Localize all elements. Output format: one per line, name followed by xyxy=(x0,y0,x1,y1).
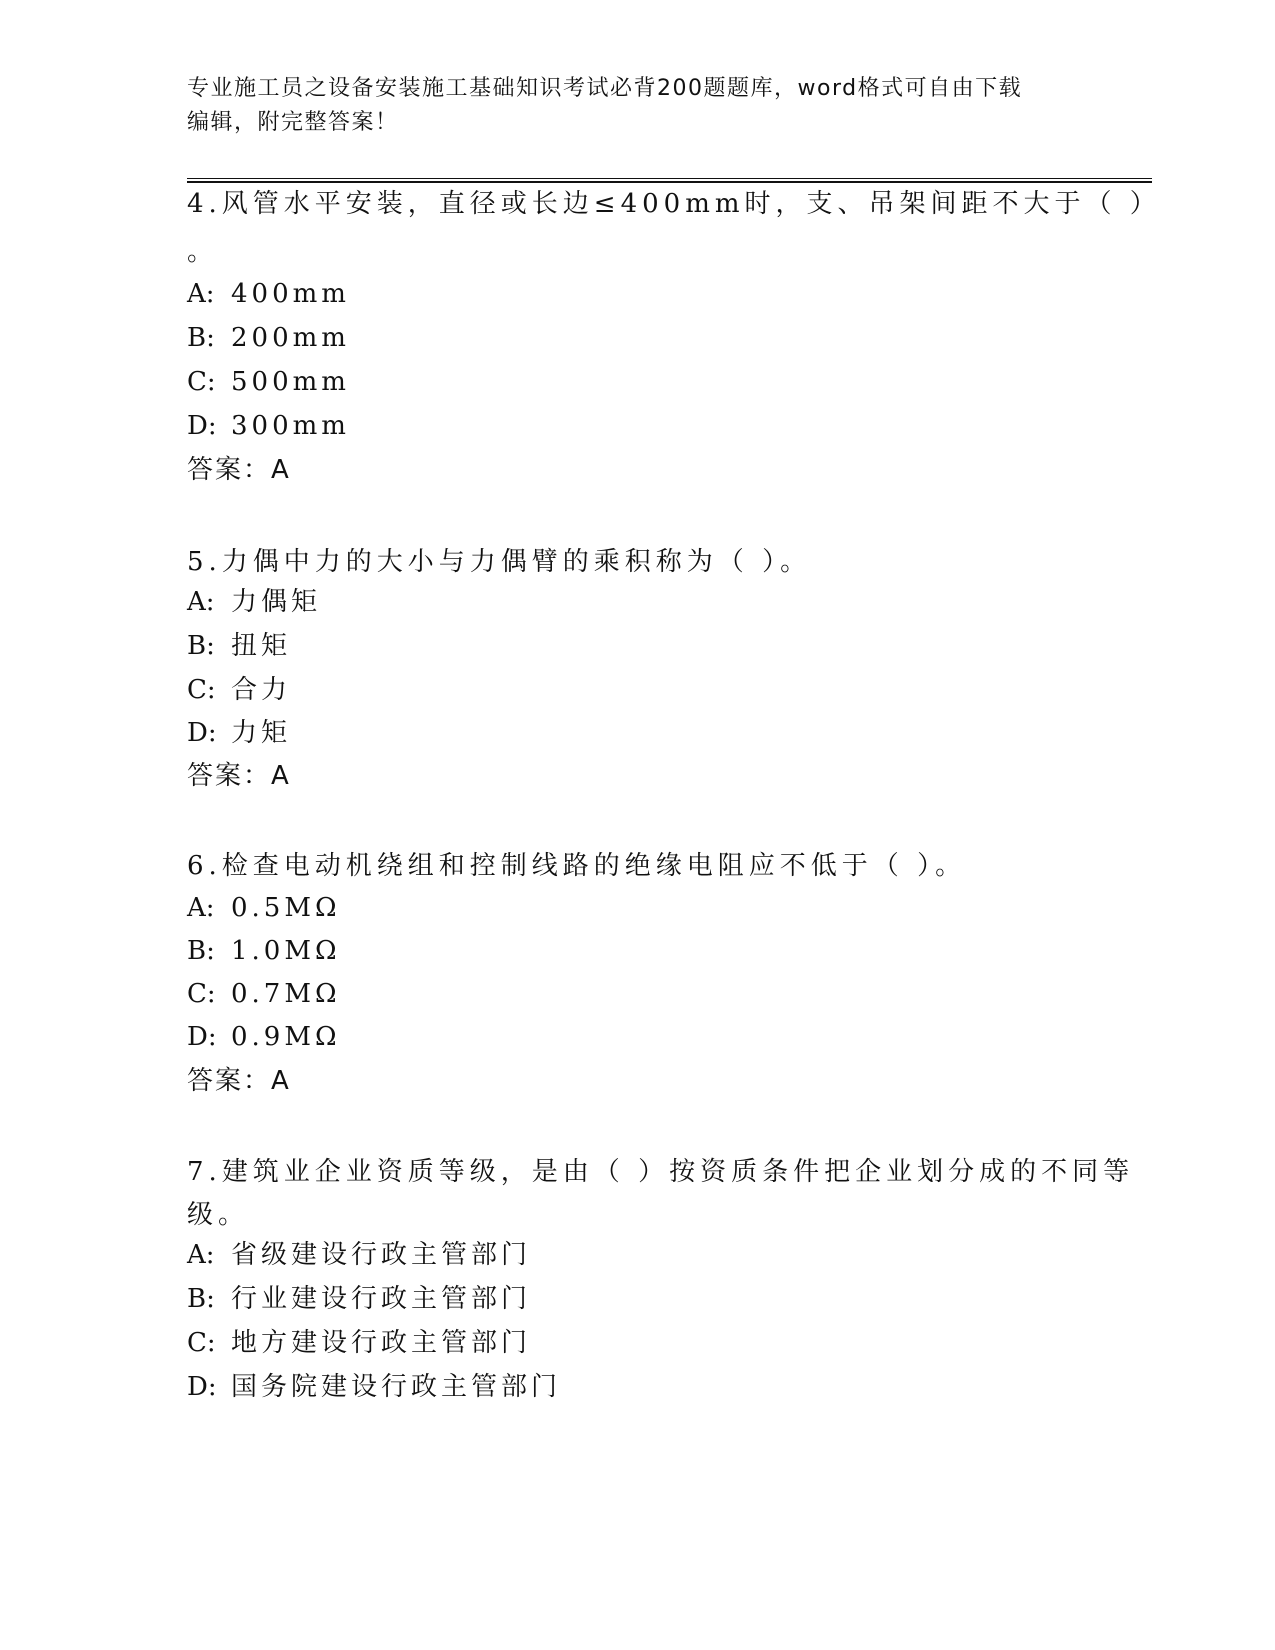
question-4-text-line2: 。 xyxy=(187,237,219,267)
question-4-option-b xyxy=(187,320,350,356)
header-title-line1: 专业施工员之设备安装施工基础知识考试必背200题题库，word格式可自由下载 xyxy=(187,76,1023,101)
option-value: 行业建设行政主管部门 xyxy=(231,1284,532,1314)
option-value: 力偶矩 xyxy=(231,587,322,617)
option-label: B: xyxy=(187,323,215,353)
option-label: C: xyxy=(187,675,216,705)
option-value: 300mm xyxy=(231,411,350,441)
option-label: B: xyxy=(187,631,215,661)
option-value: 0.9MΩ xyxy=(231,1022,341,1052)
option-label: D: xyxy=(187,1372,217,1402)
option-value: 扭矩 xyxy=(231,631,292,661)
question-5-text: 5.力偶中力的大小与力偶臂的乘积称为（ ）。 xyxy=(187,547,812,577)
question-5-answer: 答案：A xyxy=(187,761,291,791)
question-6-option-a xyxy=(187,890,341,926)
question-7-option-a xyxy=(187,1237,531,1273)
question-6-answer: 答案：A xyxy=(187,1066,291,1096)
option-label: B: xyxy=(187,1284,215,1314)
option-label: C: xyxy=(187,367,216,397)
question-4-option-a xyxy=(187,276,350,312)
question-7-option-d xyxy=(187,1369,561,1405)
option-value: 国务院建设行政主管部门 xyxy=(231,1372,562,1402)
header-title-line2: 编辑，附完整答案！ xyxy=(187,110,399,135)
question-7-option-c xyxy=(187,1325,531,1361)
option-label: B: xyxy=(187,936,215,966)
option-label: A: xyxy=(187,279,215,309)
option-value: 200mm xyxy=(231,323,350,353)
question-7-option-b xyxy=(187,1281,531,1317)
question-4-option-c xyxy=(187,364,350,400)
question-4-option-d xyxy=(187,408,350,444)
question-6-text: 6.检查电动机绕组和控制线路的绝缘电阻应不低于（ ）。 xyxy=(187,851,967,881)
question-7-text-line1: 7.建筑业企业资质等级，是由（ ）按资质条件把企业划分成的不同等 xyxy=(187,1157,1135,1187)
question-5-option-d xyxy=(187,715,291,751)
question-5-option-a xyxy=(187,584,321,620)
option-value: 省级建设行政主管部门 xyxy=(231,1240,532,1270)
question-4-answer: 答案：A xyxy=(187,455,291,485)
option-value: 合力 xyxy=(231,675,292,705)
question-7-text-line2: 级。 xyxy=(187,1200,250,1230)
option-label: A: xyxy=(187,893,215,923)
option-value: 0.7MΩ xyxy=(231,979,341,1009)
question-5-option-b xyxy=(187,628,291,664)
option-value: 500mm xyxy=(231,367,350,397)
option-value: 地方建设行政主管部门 xyxy=(231,1328,532,1358)
option-value: 力矩 xyxy=(231,718,292,748)
document-header xyxy=(187,72,1087,140)
option-label: D: xyxy=(187,1022,217,1052)
option-label: D: xyxy=(187,718,217,748)
option-value: 1.0MΩ xyxy=(231,936,341,966)
question-5-option-c xyxy=(187,672,291,708)
option-label: A: xyxy=(187,1240,215,1270)
option-label: C: xyxy=(187,1328,216,1358)
option-label: C: xyxy=(187,979,216,1009)
question-6-option-d xyxy=(187,1019,341,1055)
question-4-text-line1: 4.风管水平安装，直径或长边≤400mm时，支、吊架间距不大于（ ） xyxy=(187,189,1161,219)
option-value: 400mm xyxy=(231,279,350,309)
option-label: A: xyxy=(187,587,215,617)
option-value: 0.5MΩ xyxy=(231,893,341,923)
option-label: D: xyxy=(187,411,217,441)
question-6-option-b xyxy=(187,933,341,969)
question-6-option-c xyxy=(187,976,341,1012)
